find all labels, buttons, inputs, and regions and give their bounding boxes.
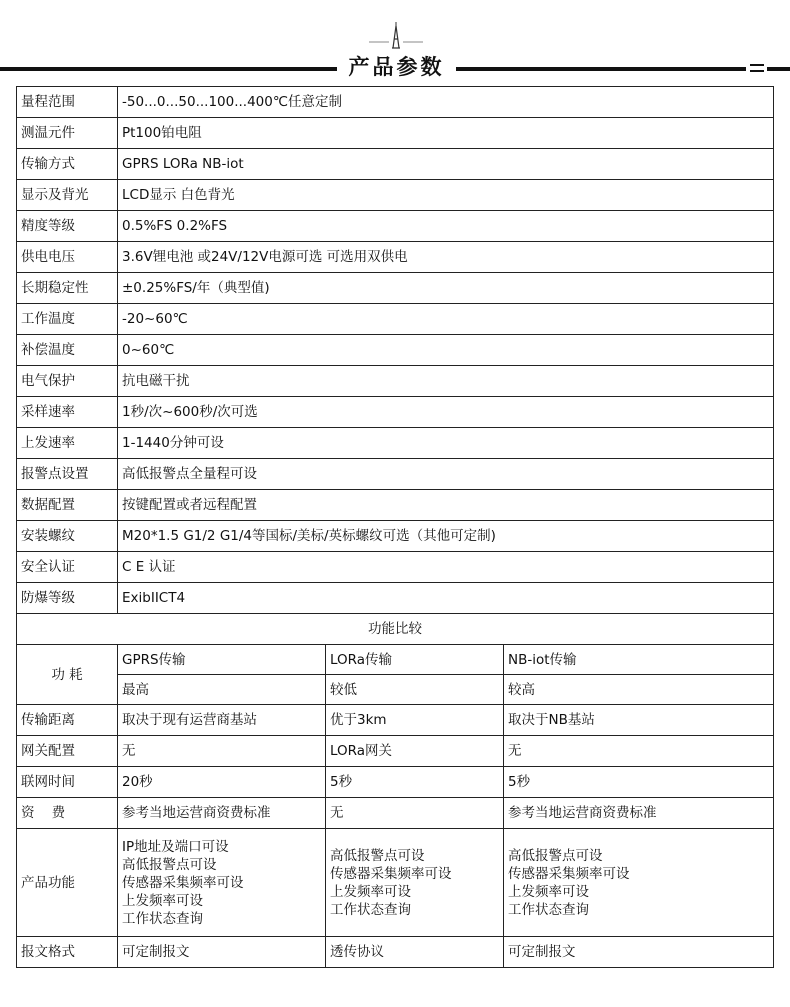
- spec-value: ExibIICT4: [118, 583, 774, 614]
- spec-value: LCD显示 白色背光: [118, 180, 774, 211]
- features-label: 产品功能: [17, 829, 118, 937]
- spec-label: 安装螺纹: [17, 521, 118, 552]
- comparison-value: 取决于NB基站: [504, 705, 774, 736]
- comparison-value: 参考当地运营商资费标准: [504, 798, 774, 829]
- spec-value: -20~60℃: [118, 304, 774, 335]
- spec-label: 传输方式: [17, 149, 118, 180]
- spec-row: [17, 366, 774, 397]
- feature-item: 上发频率可设: [330, 883, 411, 900]
- spec-row: [17, 304, 774, 335]
- spec-label: 测温元件: [17, 118, 118, 149]
- spec-row: [17, 149, 774, 180]
- comparison-value: 5秒: [326, 767, 504, 798]
- comparison-value: 无: [504, 736, 774, 767]
- spec-row: [17, 180, 774, 211]
- spec-label: 精度等级: [17, 211, 118, 242]
- feature-item: 传感器采集频率可设: [122, 874, 244, 891]
- comparison-row: [17, 736, 774, 767]
- spec-value: 高低报警点全量程可设: [118, 459, 774, 490]
- power-label: 功 耗: [17, 645, 118, 705]
- spec-label: 上发速率: [17, 428, 118, 459]
- message-format-value: 可定制报文: [504, 937, 774, 968]
- spec-row: [17, 490, 774, 521]
- comparison-value: 取决于现有运营商基站: [118, 705, 326, 736]
- spec-value: GPRS LORa NB-iot: [118, 149, 774, 180]
- feature-item: 工作状态查询: [508, 901, 589, 918]
- message-format-row: [17, 937, 774, 968]
- features-row: [17, 829, 774, 937]
- spec-value: 1秒/次~600秒/次可选: [118, 397, 774, 428]
- spec-row: [17, 242, 774, 273]
- feature-item: 工作状态查询: [122, 910, 203, 927]
- comparison-label: 资 费: [17, 798, 118, 829]
- comparison-value: 优于3km: [326, 705, 504, 736]
- spec-label: 供电电压: [17, 242, 118, 273]
- comparison-label: 网关配置: [17, 736, 118, 767]
- spec-row: [17, 521, 774, 552]
- spec-label: 量程范围: [17, 87, 118, 118]
- spec-value: M20*1.5 G1/2 G1/4等国标/美标/英标螺纹可选（其他可定制): [118, 521, 774, 552]
- feature-item: 传感器采集频率可设: [508, 865, 630, 882]
- feature-item: 传感器采集频率可设: [330, 865, 452, 882]
- comparison-row: [17, 705, 774, 736]
- spec-value: 3.6V锂电池 或24V/12V电源可选 可选用双供电: [118, 242, 774, 273]
- spec-label: 补偿温度: [17, 335, 118, 366]
- spec-row: [17, 335, 774, 366]
- message-format-value: 透传协议: [326, 937, 504, 968]
- spec-label: 安全认证: [17, 552, 118, 583]
- title-rule-left: [0, 67, 337, 71]
- comparison-title: 功能比较: [17, 614, 774, 645]
- power-value-nbiot: 较高: [504, 675, 774, 705]
- spec-label: 显示及背光: [17, 180, 118, 211]
- spec-value: 0~60℃: [118, 335, 774, 366]
- comparison-value: LORa网关: [326, 736, 504, 767]
- power-value-gprs: 最高: [118, 675, 326, 705]
- features-gprs: [118, 829, 326, 937]
- spec-value: 0.5%FS 0.2%FS: [118, 211, 774, 242]
- comparison-row: [17, 767, 774, 798]
- power-value-lora: 较低: [326, 675, 504, 705]
- title-rule-right: [456, 67, 746, 71]
- comparison-label: 传输距离: [17, 705, 118, 736]
- eiffel-tower-icon: [369, 22, 423, 50]
- spec-row: [17, 397, 774, 428]
- message-format-label: 报文格式: [17, 937, 118, 968]
- comparison-value: 20秒: [118, 767, 326, 798]
- comparison-value: 无: [326, 798, 504, 829]
- spec-row: [17, 87, 774, 118]
- feature-item: 高低报警点可设: [122, 856, 217, 873]
- comparison-label: 联网时间: [17, 767, 118, 798]
- spec-value: 按键配置或者远程配置: [118, 490, 774, 521]
- spec-label: 电气保护: [17, 366, 118, 397]
- spec-row: [17, 211, 774, 242]
- title-rule-ornament: [750, 70, 764, 72]
- column-gprs: GPRS传输: [118, 645, 326, 675]
- spec-value: 1-1440分钟可设: [118, 428, 774, 459]
- comparison-title-row: [17, 614, 774, 645]
- spec-value: ±0.25%FS/年（典型值): [118, 273, 774, 304]
- power-row: [17, 675, 774, 705]
- title-rule-end: [767, 67, 790, 71]
- feature-item: 高低报警点可设: [508, 847, 603, 864]
- spec-label: 防爆等级: [17, 583, 118, 614]
- column-nbiot: NB-iot传输: [504, 645, 774, 675]
- spec-table: [16, 86, 774, 968]
- spec-row: [17, 459, 774, 490]
- page-title: 产品参数: [348, 55, 445, 79]
- spec-row: [17, 273, 774, 304]
- message-format-value: 可定制报文: [118, 937, 326, 968]
- page-header: [0, 0, 790, 90]
- spec-value: 抗电磁干扰: [118, 366, 774, 397]
- spec-row: [17, 552, 774, 583]
- title-rule-ornament: [750, 64, 764, 66]
- spec-label: 报警点设置: [17, 459, 118, 490]
- comparison-header-row: [17, 645, 774, 675]
- features-nbiot: [504, 829, 774, 937]
- spec-label: 工作温度: [17, 304, 118, 335]
- comparison-value: 参考当地运营商资费标准: [118, 798, 326, 829]
- feature-item: 上发频率可设: [122, 892, 203, 909]
- spec-row: [17, 118, 774, 149]
- feature-item: 高低报警点可设: [330, 847, 425, 864]
- spec-row: [17, 428, 774, 459]
- comparison-value: 无: [118, 736, 326, 767]
- comparison-value: 5秒: [504, 767, 774, 798]
- spec-label: 长期稳定性: [17, 273, 118, 304]
- spec-label: 数据配置: [17, 490, 118, 521]
- column-lora: LORa传输: [326, 645, 504, 675]
- comparison-row: [17, 798, 774, 829]
- spec-value: -50...0...50...100...400℃任意定制: [118, 87, 774, 118]
- spec-row: [17, 583, 774, 614]
- feature-item: 上发频率可设: [508, 883, 589, 900]
- spec-value: Pt100铂电阻: [118, 118, 774, 149]
- feature-item: 工作状态查询: [330, 901, 411, 918]
- feature-item: IP地址及端口可设: [122, 838, 229, 855]
- features-lora: [326, 829, 504, 937]
- spec-value: C E 认证: [118, 552, 774, 583]
- spec-label: 采样速率: [17, 397, 118, 428]
